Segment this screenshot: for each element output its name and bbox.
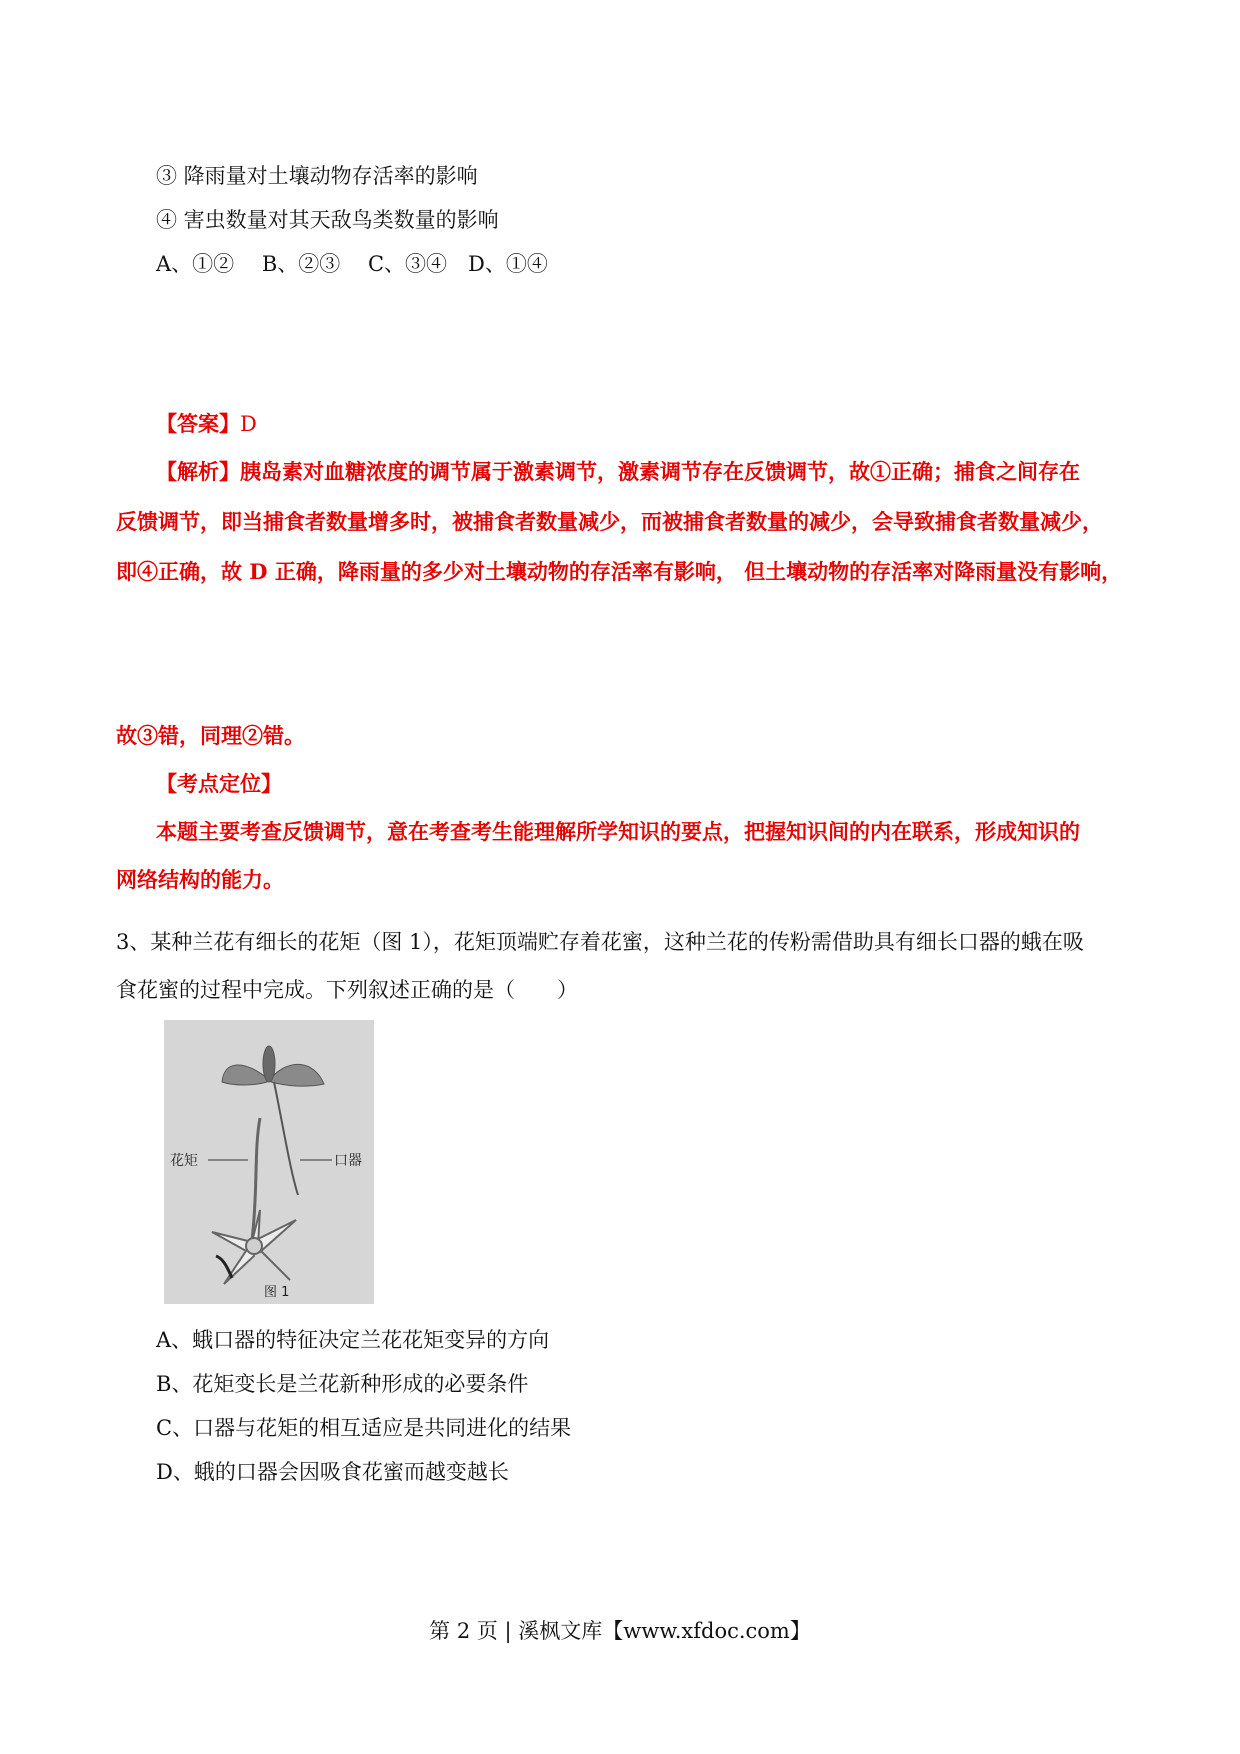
q3-option-b: B、花矩变长是兰花新种形成的必要条件 xyxy=(156,1372,529,1396)
answer-label: 【答案】 xyxy=(156,411,240,436)
analysis-line-2: 反馈调节，即当捕食者数量增多时，被捕食者数量减少，而被捕食者数量的减少，会导致捕食者数量减少， xyxy=(116,509,1103,534)
figure-orchid-moth xyxy=(164,1020,374,1304)
kaodian-label: 【考点定位】 xyxy=(156,771,282,796)
kaodian-line-1: 本题主要考查反馈调节，意在考查考生能理解所学知识的要点，把握知识间的内在联系，形成知识的 xyxy=(156,819,1080,844)
label-spur: 花矩 xyxy=(170,1153,198,1169)
analysis-line-1: 【解析】胰岛素对血糖浓度的调节属于激素调节，激素调节存在反馈调节，故①正确；捕食之间存在 xyxy=(156,459,1080,484)
q3-stem-line-2: 食花蜜的过程中完成。下列叙述正确的是（ ） xyxy=(116,978,578,1002)
q3-option-a: A、蛾口器的特征决定兰花花矩变异的方向 xyxy=(156,1328,550,1352)
q2-item-4: ④ 害虫数量对其天敌鸟类数量的影响 xyxy=(156,208,499,232)
q2-item-3: ③ 降雨量对土壤动物存活率的影响 xyxy=(156,164,478,188)
figure-caption: 图 1 xyxy=(264,1285,290,1300)
q3-stem-line-1: 3、某种兰花有细长的花矩（图 1），花矩顶端贮存着花蜜，这种兰花的传粉需借助具有细长口器的蛾在吸 xyxy=(116,930,1084,954)
analysis-line-4: 故③错，同理②错。 xyxy=(116,723,305,748)
analysis-line-3: 即④正确，故 D 正确，降雨量的多少对土壤动物的存活率有影响， 但土壤动物的存活率对降雨量没有影响， xyxy=(116,559,1123,584)
label-proboscis: 口器 xyxy=(334,1153,362,1169)
answer-value: D xyxy=(240,412,257,436)
kaodian-line-2: 网络结构的能力。 xyxy=(116,867,284,892)
q3-option-c: C、口器与花矩的相互适应是共同进化的结果 xyxy=(156,1416,572,1440)
page-footer: 第 2 页 | 溪枫文库【www.xfdoc.com】 xyxy=(429,1619,811,1643)
q2-options: A、①② B、②③ C、③④ D、①④ xyxy=(156,252,548,276)
answer-line xyxy=(156,410,257,438)
q3-option-d: D、蛾的口器会因吸食花蜜而越变越长 xyxy=(156,1460,509,1484)
